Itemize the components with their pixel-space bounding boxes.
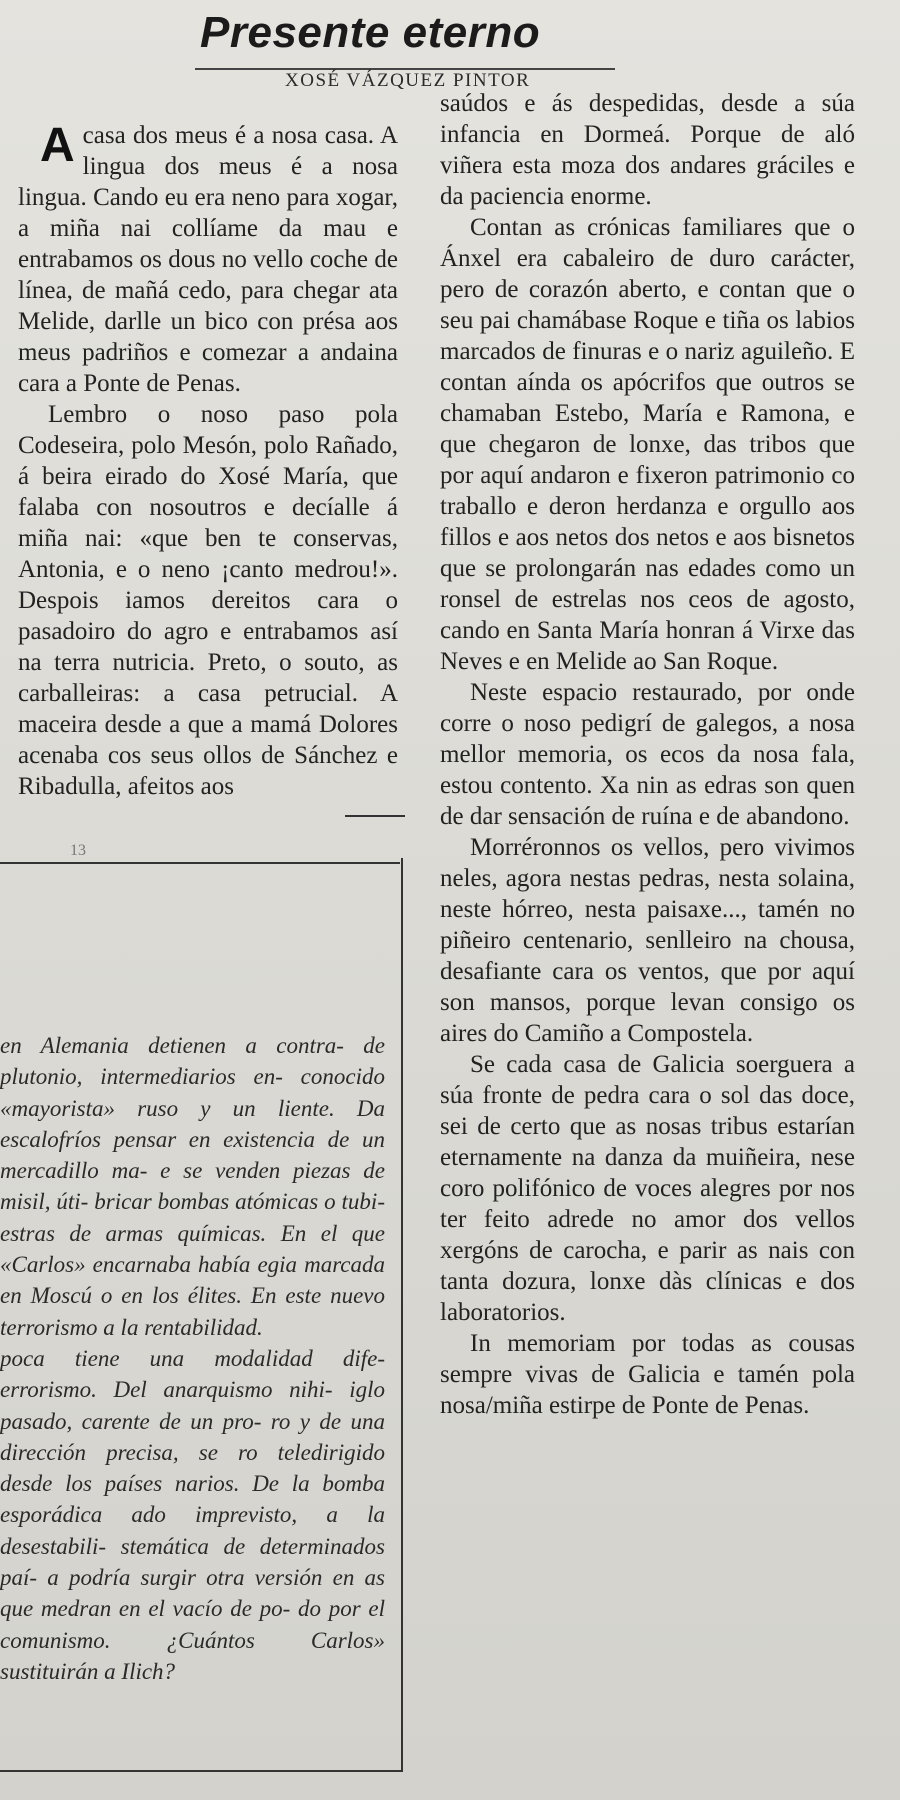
page-mark: 13	[70, 842, 86, 859]
sidebar-paragraph: poca tiene una modalidad dife- errorismo. Del anarquismo nihi- iglo pasado, carente de un pro- ro y de una dirección precisa, se ro teledirigido desde los países narios. De la bomba esporádica ado imprevisto, a la desestabili- stemática de determinados paí- a podría surgir otra versión en as que medran en el vacío de po- do por el comunismo. ¿Cuántos Carlos» sustituirán a Ilich?	[0, 1345, 385, 1684]
drop-cap: A	[40, 119, 75, 172]
article-column-right	[440, 88, 855, 1421]
sidebar-box-text	[0, 1030, 385, 1750]
article-title: Presente eterno	[200, 8, 541, 57]
pen-underline-mark	[345, 815, 405, 817]
sidebar-paragraph: en Alemania detienen a contra- de plutonio, intermediarios en- conocido «mayorista» ruso y un liente. Da escalofríos pensar en existencia de un mercadillo ma- e se venden piezas de misil, úti- bricar bombas atómicas o tubi- estras de armas químicas. En el que «Carlos» encarnaba había egia marcada en Moscú o en los élites. En este nuevo terrorismo a la rentabilidad.	[0, 1033, 385, 1340]
article-column-left	[18, 120, 398, 802]
paragraph-text: casa dos meus é a nosa casa. A lingua dos meus é a nosa lingua. Cando eu era neno para xogar, a miña nai collíame da mau e entrabamos os dous no vello coche de línea, de mañá cedo, para chegar ata Melide, darlle un bico con présa aos meus padriños e comezar a andaina cara a Ponte de Penas.	[18, 122, 398, 397]
article-paragraph: Lembro o noso paso pola Codeseira, polo Mesón, polo Rañado, á beira eirado do Xosé María, que falaba con nosoutros e decíalle á miña nai: «que ben te conservas, Antonia, e o neno ¡canto medrou!». Despois iamos dereitos cara o pasadoiro do agro e entrabamos así na terra nutricia. Preto, o souto, as carballeiras: a casa petrucial. A maceira desde a que a mamá Dolores acenaba cos seus ollos de Sánchez e Ribadulla, afeitos aos	[18, 401, 398, 800]
article-paragraph: Se cada casa de Galicia soerguera a súa fronte de pedra cara o sol das doce, sei de certo que as nosas tribus estarían eternamente na danza da muiñeira, nese coro polifónico de voces alegres por nos ter feito adrede no amor dos vellos xergóns de carocha, e parir as nais con tanta dozura, lonxe dàs clínicas e dos laboratorios.	[440, 1051, 855, 1326]
article-paragraph: In memoriam por todas as cousas sempre vivas de Galicia e tamén pola nosa/miña estirpe de Ponte de Penas.	[440, 1330, 855, 1419]
article-paragraph: Neste espacio restaurado, por onde corre o noso pedigrí de galegos, a nosa mellor memoria, os ecos da nosa fala, estou contento. Xa nin as edras son quen de dar sensación de ruína e de abandono.	[440, 679, 855, 830]
article-paragraph: Morréronnos os vellos, pero vivimos neles, agora nestas pedras, nesta solaina, neste hórreo, nesta paisaxe..., tamén no piñeiro centenario, senlleiro na chousa, desafiante cara os ventos, que por aquí son mansos, porque levan consigo os aires do Camiño a Compostela.	[440, 834, 855, 1047]
article-paragraph: Contan as crónicas familiares que o Ánxel era cabaleiro de duro carácter, pero de corazón aberto, e contan que o seu pai chamábase Roque e tiña os labios marcados de finuras e o nariz aguileño. E contan aínda os apócrifos que outros se chamaban Estebo, María e Ramona, e que chegaron de lonxe, das tribos que por aquí andaron e fixeron patrimonio co traballo e deron herdanza e orgullo aos fillos e aos netos dos netos e aos bisnetos que se prolongarán nas edades como un ronsel de estrelas nos ceos de agosto, cando en Santa María honran á Virxe das Neves e en Melide ao San Roque.	[440, 214, 855, 675]
article-paragraph	[18, 120, 398, 399]
article-byline: XOSÉ VÁZQUEZ PINTOR	[285, 70, 531, 91]
article-paragraph: saúdos e ás despedidas, desde a súa infancia en Dormeá. Porque de aló viñera esta moza dos andares gráciles e da paciencia enorme.	[440, 90, 855, 210]
